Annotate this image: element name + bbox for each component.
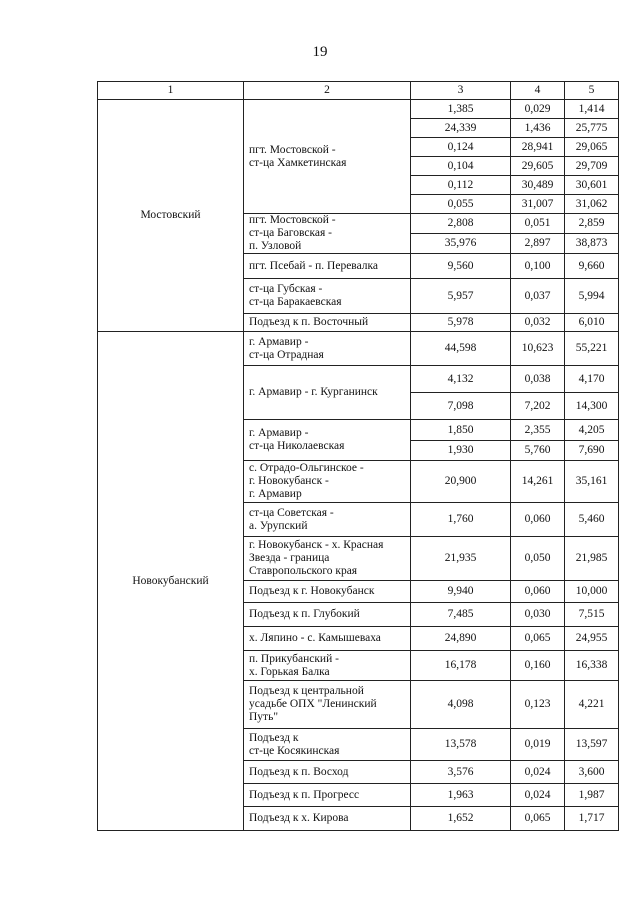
road-name: Подъезд к п. Глубокий	[244, 603, 411, 627]
road-name: х. Ляпино - с. Камышеваха	[244, 627, 411, 651]
total-value: 29,065	[565, 138, 619, 157]
total-value: 4,205	[565, 420, 619, 441]
length-value: 2,808	[411, 214, 511, 234]
road-name: Подъезд к п. Восточный	[244, 314, 411, 332]
additional-value: 0,060	[511, 503, 565, 537]
length-value: 5,978	[411, 314, 511, 332]
total-value: 3,600	[565, 761, 619, 784]
page-number: 19	[312, 44, 328, 60]
road-name: п. Прикубанский - х. Горькая Балка	[244, 651, 411, 681]
column-header: 3	[411, 82, 511, 100]
length-value: 4,098	[411, 681, 511, 729]
road-name: пгт. Мостовской - ст-ца Баговская - п. Узловой	[244, 214, 411, 254]
total-value: 4,221	[565, 681, 619, 729]
length-value: 24,890	[411, 627, 511, 651]
additional-value: 28,941	[511, 138, 565, 157]
total-value: 21,985	[565, 537, 619, 581]
total-value: 14,300	[565, 393, 619, 420]
total-value: 9,660	[565, 254, 619, 279]
total-value: 7,515	[565, 603, 619, 627]
length-value: 0,124	[411, 138, 511, 157]
length-value: 20,900	[411, 461, 511, 503]
total-value: 13,597	[565, 729, 619, 761]
length-value: 0,104	[411, 157, 511, 176]
length-value: 3,576	[411, 761, 511, 784]
table-row	[98, 332, 619, 366]
additional-value: 5,760	[511, 441, 565, 461]
total-value: 31,062	[565, 195, 619, 214]
length-value: 0,112	[411, 176, 511, 195]
road-name: Подъезд к п. Прогресс	[244, 784, 411, 807]
length-value: 1,850	[411, 420, 511, 441]
column-header: 1	[98, 82, 244, 100]
additional-value: 0,029	[511, 100, 565, 119]
road-name: Подъезд к ст-це Косякинская	[244, 729, 411, 761]
road-name: Подъезд к г. Новокубанск	[244, 581, 411, 603]
total-value: 55,221	[565, 332, 619, 366]
header-row	[98, 82, 619, 100]
total-value: 7,690	[565, 441, 619, 461]
total-value: 4,170	[565, 366, 619, 393]
additional-value: 0,100	[511, 254, 565, 279]
total-value: 38,873	[565, 234, 619, 254]
road-name: г. Армавир - г. Курганинск	[244, 366, 411, 420]
additional-value: 0,038	[511, 366, 565, 393]
road-name: с. Отрадо-Ольгинское - г. Новокубанск - г. Армавир	[244, 461, 411, 503]
additional-value: 10,623	[511, 332, 565, 366]
table-row	[98, 100, 619, 119]
column-header: 4	[511, 82, 565, 100]
length-value: 7,485	[411, 603, 511, 627]
length-value: 35,976	[411, 234, 511, 254]
length-value: 1,760	[411, 503, 511, 537]
additional-value: 7,202	[511, 393, 565, 420]
table-body	[98, 100, 619, 831]
total-value: 5,994	[565, 279, 619, 314]
road-name: ст-ца Губская - ст-ца Баракаевская	[244, 279, 411, 314]
length-value: 21,935	[411, 537, 511, 581]
road-name: ст-ца Советская - а. Урупский	[244, 503, 411, 537]
additional-value: 0,060	[511, 581, 565, 603]
total-value: 1,717	[565, 807, 619, 831]
road-name: пгт. Мостовской - ст-ца Хамкетинская	[244, 100, 411, 214]
length-value: 4,132	[411, 366, 511, 393]
total-value: 1,414	[565, 100, 619, 119]
length-value: 13,578	[411, 729, 511, 761]
total-value: 30,601	[565, 176, 619, 195]
road-name: г. Армавир - ст-ца Николаевская	[244, 420, 411, 461]
roads-table	[97, 81, 619, 831]
region-name: Мостовский	[98, 100, 244, 332]
additional-value: 0,024	[511, 784, 565, 807]
length-value: 1,963	[411, 784, 511, 807]
total-value: 10,000	[565, 581, 619, 603]
additional-value: 2,897	[511, 234, 565, 254]
length-value: 9,940	[411, 581, 511, 603]
road-name: пгт. Псебай - п. Перевалка	[244, 254, 411, 279]
total-value: 24,955	[565, 627, 619, 651]
additional-value: 0,030	[511, 603, 565, 627]
road-name: Подъезд к центральной усадьбе ОПХ "Ленинский Путь"	[244, 681, 411, 729]
total-value: 2,859	[565, 214, 619, 234]
length-value: 7,098	[411, 393, 511, 420]
additional-value: 0,051	[511, 214, 565, 234]
additional-value: 30,489	[511, 176, 565, 195]
additional-value: 0,019	[511, 729, 565, 761]
road-name: г. Новокубанск - х. Красная Звезда - граница Ставропольского края	[244, 537, 411, 581]
additional-value: 0,024	[511, 761, 565, 784]
total-value: 16,338	[565, 651, 619, 681]
additional-value: 0,050	[511, 537, 565, 581]
additional-value: 0,032	[511, 314, 565, 332]
road-name: Подъезд к п. Восход	[244, 761, 411, 784]
road-name: Подъезд к х. Кирова	[244, 807, 411, 831]
column-header: 5	[565, 82, 619, 100]
road-name: г. Армавир - ст-ца Отрадная	[244, 332, 411, 366]
additional-value: 0,037	[511, 279, 565, 314]
length-value: 24,339	[411, 119, 511, 138]
length-value: 0,055	[411, 195, 511, 214]
additional-value: 29,605	[511, 157, 565, 176]
additional-value: 1,436	[511, 119, 565, 138]
additional-value: 0,123	[511, 681, 565, 729]
length-value: 5,957	[411, 279, 511, 314]
total-value: 35,161	[565, 461, 619, 503]
total-value: 1,987	[565, 784, 619, 807]
additional-value: 0,160	[511, 651, 565, 681]
column-header: 2	[244, 82, 411, 100]
total-value: 25,775	[565, 119, 619, 138]
additional-value: 2,355	[511, 420, 565, 441]
region-name: Новокубанский	[98, 332, 244, 831]
total-value: 29,709	[565, 157, 619, 176]
additional-value: 0,065	[511, 627, 565, 651]
total-value: 5,460	[565, 503, 619, 537]
length-value: 44,598	[411, 332, 511, 366]
length-value: 16,178	[411, 651, 511, 681]
additional-value: 0,065	[511, 807, 565, 831]
length-value: 9,560	[411, 254, 511, 279]
length-value: 1,385	[411, 100, 511, 119]
length-value: 1,930	[411, 441, 511, 461]
additional-value: 14,261	[511, 461, 565, 503]
length-value: 1,652	[411, 807, 511, 831]
additional-value: 31,007	[511, 195, 565, 214]
total-value: 6,010	[565, 314, 619, 332]
